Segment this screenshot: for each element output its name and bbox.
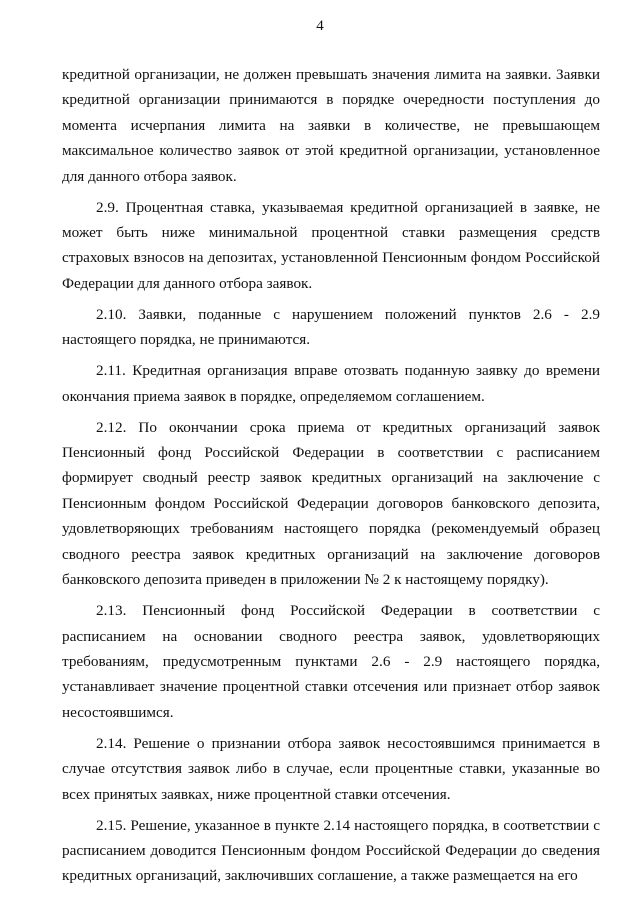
paragraph-2-14: 2.14. Решение о признании отбора заявок несостоявшимся принимается в случае отсутствия заявок либо в случае, если процентные ставки, указанные во всех принятых заявках, ниже процентной ставки отсечения. — [62, 734, 600, 803]
page-number: 4 — [316, 18, 324, 34]
paragraph-continuation: кредитной организации, не должен превышать значения лимита на заявки. Заявки кредитной организации принимаются в порядке очередности поступления до момента исчерпания лимита на заявки в количестве, не превышающем максимальное количество заявок от этой кредитной организации, установленное для данного отбора заявок. — [62, 66, 600, 185]
paragraph-2-9: 2.9. Процентная ставка, указываемая кредитной организацией в заявке, не может быть ниже минимальной процентной ставки размещения средств страховых взносов на депозитах, установленной Пенсионным фондом Российской Федерации для данного отбора заявок. — [62, 198, 600, 292]
document-body — [62, 62, 600, 889]
paragraph-2-11: 2.11. Кредитная организация вправе отозвать поданную заявку до времени окончания приема заявок в порядке, определяемом соглашением. — [62, 362, 600, 405]
paragraph-2-10: 2.10. Заявки, поданные с нарушением положений пунктов 2.6 - 2.9 настоящего порядка, не принимаются. — [62, 305, 600, 349]
paragraph-2-15: 2.15. Решение, указанное в пункте 2.14 настоящего порядка, в соответствии с расписанием доводится Пенсионным фондом Российской Федерации до сведения кредитных организаций, заключивших соглашение, а также размещается на его — [62, 816, 600, 885]
paragraph-2-13: 2.13. Пенсионный фонд Российской Федерации в соответствии с расписанием на основании сводного реестра заявок, удовлетворяющих требованиям, предусмотренным пунктами 2.6 - 2.9 настоящего порядка, устанавливает значение процентной ставки отсечения или признает отбор заявок несостоявшимся. — [62, 602, 600, 721]
paragraph-2-12: 2.12. По окончании срока приема от кредитных организаций заявок Пенсионный фонд Российской Федерации в соответствии с расписанием формирует сводный реестр заявок кредитных организаций на заключение с Пенсионным фондом Российской Федерации договоров банковского депозита, удовлетворяющих требованиям настоящего порядка (рекомендуемый образец сводного реестра заявок кредитных организаций на заключение договоров банковского депозита приведен в приложении № 2 к настоящему порядку). — [62, 418, 600, 589]
